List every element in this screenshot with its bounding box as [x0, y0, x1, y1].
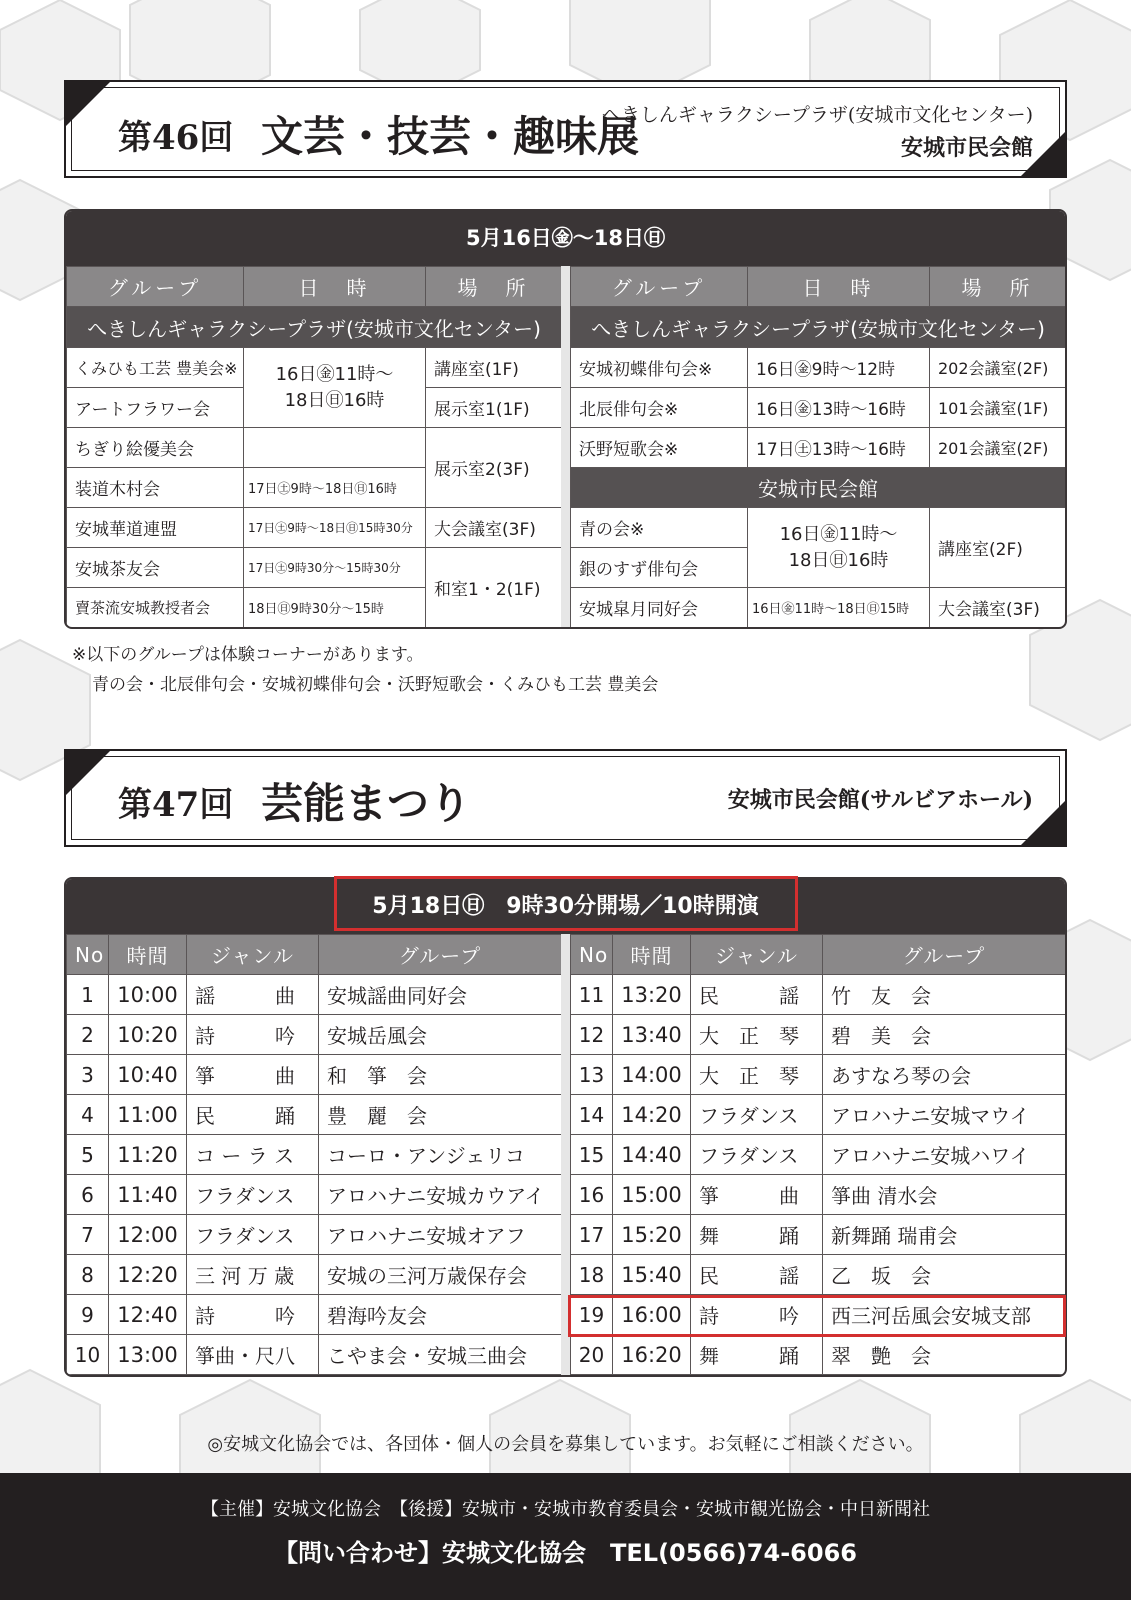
program-group: コーロ・アンジェリコ	[319, 1135, 562, 1175]
program-genre: 詩 吟	[691, 1295, 823, 1335]
program-no: 10	[67, 1335, 109, 1375]
program-no: 2	[67, 1015, 109, 1055]
header-genre: ジャンル	[691, 935, 823, 975]
place: 201会議室(2F)	[930, 428, 1066, 468]
program-row	[571, 1015, 1066, 1055]
datetime-line: 18日㊐16時	[788, 549, 889, 571]
datetime-line: 18日㊐16時	[284, 389, 385, 411]
program-group: アロハナニ安城マウイ	[823, 1095, 1066, 1135]
event46-left-table	[66, 266, 561, 628]
program-group: 豊 麗 会	[319, 1095, 562, 1135]
program-time: 16:20	[613, 1335, 691, 1375]
program-time: 11:00	[109, 1095, 187, 1135]
datetime	[748, 508, 930, 588]
program-no: 7	[67, 1215, 109, 1255]
header-genre: ジャンル	[187, 935, 319, 975]
program-row	[67, 1175, 562, 1215]
program-no: 1	[67, 975, 109, 1015]
group-name: ちぎり絵優美会	[67, 428, 244, 468]
program-row	[67, 1055, 562, 1095]
program-no: 9	[67, 1295, 109, 1335]
datetime-line: 16日㊎11時〜	[275, 363, 394, 385]
place: 講座室(1F)	[426, 348, 562, 388]
program-time: 10:40	[109, 1055, 187, 1095]
header-place: 場 所	[930, 267, 1066, 307]
program-no: 14	[571, 1095, 613, 1135]
program-genre: フラダンス	[691, 1135, 823, 1175]
place: 講座室(2F)	[930, 508, 1066, 588]
program-group: 乙 坂 会	[823, 1255, 1066, 1295]
datetime: 17日㊏9時30分〜15時30分	[244, 548, 426, 588]
group-name: 装道木村会	[67, 468, 244, 508]
program-time: 15:40	[613, 1255, 691, 1295]
header-no: No	[67, 935, 109, 975]
datetime: 17日㊏9時〜18日㊐15時30分	[244, 508, 426, 548]
program-no: 11	[571, 975, 613, 1015]
event46-title: 文芸・技芸・趣味展	[261, 112, 640, 161]
program-group: 箏曲 清水会	[823, 1175, 1066, 1215]
datetime	[244, 348, 426, 428]
recruit-note: ◎安城文化協会では、各団体・個人の会員を募集しています。お気軽にご相談ください。	[207, 1434, 924, 1455]
program-time: 14:00	[613, 1055, 691, 1095]
program-group: 安城岳風会	[319, 1015, 562, 1055]
program-row	[571, 1135, 1066, 1175]
program-group: 安城謡曲同好会	[319, 975, 562, 1015]
event46-schedule	[64, 209, 1067, 629]
group-name: 銀のすず俳句会	[571, 548, 748, 588]
group-name: 安城初蝶俳句会※	[571, 348, 748, 388]
program-genre: 謡 曲	[187, 975, 319, 1015]
program-left-table	[66, 934, 561, 1375]
group-name: アートフラワー会	[67, 388, 244, 428]
program-row	[571, 1215, 1066, 1255]
place: 和室1・2(1F)	[426, 548, 562, 628]
datetime: 17日㊏13時〜16時	[748, 428, 930, 468]
program-group: あすなろ琴の会	[823, 1055, 1066, 1095]
program-genre: 箏 曲	[187, 1055, 319, 1095]
program-no: 4	[67, 1095, 109, 1135]
program-no: 17	[571, 1215, 613, 1255]
program-row	[67, 1295, 562, 1335]
program-time: 16:00	[613, 1295, 691, 1335]
footer	[0, 1473, 1131, 1600]
event47-number: 第47回	[118, 785, 234, 825]
program-genre: 民 謡	[691, 975, 823, 1015]
program-genre: 箏曲・尺八	[187, 1335, 319, 1375]
header-datetime: 日 時	[244, 267, 426, 307]
datetime: 18日㊐9時30分〜15時	[244, 588, 426, 628]
program-no: 20	[571, 1335, 613, 1375]
program-no: 18	[571, 1255, 613, 1295]
program-no: 16	[571, 1175, 613, 1215]
header-datetime: 日 時	[748, 267, 930, 307]
program-time: 15:20	[613, 1215, 691, 1255]
program-row	[571, 1255, 1066, 1295]
corner-ornament	[66, 82, 110, 126]
program-time: 10:20	[109, 1015, 187, 1055]
program-row	[571, 1175, 1066, 1215]
experience-note-title: ※以下のグループは体験コーナーがあります。	[72, 645, 424, 665]
program-time: 10:00	[109, 975, 187, 1015]
program-time: 13:00	[109, 1335, 187, 1375]
event47-date: 5月18日㊐ 9時30分開場／10時開演	[66, 879, 1065, 934]
program-time: 14:40	[613, 1135, 691, 1175]
group-name: 安城華道連盟	[67, 508, 244, 548]
program-time: 13:20	[613, 975, 691, 1015]
program-genre: 詩 吟	[187, 1295, 319, 1335]
program-genre: 三 河 万 歳	[187, 1255, 319, 1295]
header-group: グループ	[67, 267, 244, 307]
venue-section: へきしんギャラクシープラザ(安城市文化センター)	[67, 307, 562, 348]
header-group: グループ	[571, 267, 748, 307]
datetime-empty	[244, 428, 426, 468]
program-group: アロハナニ安城カウアイ	[319, 1175, 562, 1215]
table-divider	[561, 266, 570, 629]
highlight-row-box	[568, 1295, 1066, 1337]
group-name: 安城皐月同好会	[571, 588, 748, 628]
event47-venue: 安城市民会館(サルビアホール)	[727, 787, 1033, 813]
program-time: 12:00	[109, 1215, 187, 1255]
program-no: 13	[571, 1055, 613, 1095]
event47-title: 芸能まつり	[261, 779, 472, 828]
place: 202会議室(2F)	[930, 348, 1066, 388]
program-group: 碧海吟友会	[319, 1295, 562, 1335]
group-name: 安城茶友会	[67, 548, 244, 588]
event47-banner	[64, 749, 1067, 847]
footer-sponsors: 【主催】安城文化協会 【後援】安城市・安城市教育委員会・安城市観光協会・中日新聞社	[201, 1499, 930, 1520]
program-no: 15	[571, 1135, 613, 1175]
program-no: 19	[571, 1295, 613, 1335]
datetime: 16日㊎9時〜12時	[748, 348, 930, 388]
program-group: 碧 美 会	[823, 1015, 1066, 1055]
program-no: 3	[67, 1055, 109, 1095]
place: 101会議室(1F)	[930, 388, 1066, 428]
program-genre: 舞 踊	[691, 1215, 823, 1255]
header-time: 時間	[613, 935, 691, 975]
program-row	[571, 975, 1066, 1015]
program-row	[571, 1055, 1066, 1095]
program-row	[67, 975, 562, 1015]
program-group: 安城の三河万歳保存会	[319, 1255, 562, 1295]
program-time: 15:00	[613, 1175, 691, 1215]
group-name: 北辰俳句会※	[571, 388, 748, 428]
footer-contact: 【問い合わせ】安城文化協会 TEL(0566)74-6066	[274, 1539, 857, 1567]
venue-section: へきしんギャラクシープラザ(安城市文化センター)	[571, 307, 1066, 348]
program-time: 13:40	[613, 1015, 691, 1055]
program-row	[67, 1095, 562, 1135]
event46-banner	[64, 80, 1067, 178]
program-genre: 舞 踊	[691, 1335, 823, 1375]
group-name: 沃野短歌会※	[571, 428, 748, 468]
header-group: グループ	[319, 935, 562, 975]
program-no: 5	[67, 1135, 109, 1175]
program-row	[67, 1255, 562, 1295]
event46-date: 5月16日㊎〜18日㊐	[66, 211, 1065, 266]
program-time: 11:20	[109, 1135, 187, 1175]
program-genre: 民 踊	[187, 1095, 319, 1135]
program-time: 14:20	[613, 1095, 691, 1135]
group-name: 賣茶流安城教授者会	[67, 588, 244, 628]
program-genre: 大 正 琴	[691, 1055, 823, 1095]
header-group: グループ	[823, 935, 1066, 975]
experience-note-groups: 青の会・北辰俳句会・安城初蝶俳句会・沃野短歌会・くみひも工芸 豊美会	[92, 675, 659, 695]
event46-venue-line1: へきしんギャラクシープラザ(安城市文化センター)	[601, 104, 1033, 126]
program-row	[571, 1095, 1066, 1135]
place: 大会議室(3F)	[930, 588, 1066, 628]
group-name: 青の会※	[571, 508, 748, 548]
program-genre: フラダンス	[691, 1095, 823, 1135]
experience-note	[72, 640, 658, 700]
program-genre: フラダンス	[187, 1175, 319, 1215]
header-no: No	[571, 935, 613, 975]
program-genre: フラダンス	[187, 1215, 319, 1255]
program-group: 和 箏 会	[319, 1055, 562, 1095]
program-genre: コ ー ラ ス	[187, 1135, 319, 1175]
program-group: 竹 友 会	[823, 975, 1066, 1015]
program-group: アロハナニ安城オアフ	[319, 1215, 562, 1255]
program-time: 12:20	[109, 1255, 187, 1295]
program-genre: 大 正 琴	[691, 1015, 823, 1055]
program-genre: 箏 曲	[691, 1175, 823, 1215]
place: 展示室1(1F)	[426, 388, 562, 428]
venue-section: 安城市民会館	[571, 468, 1066, 508]
program-group: 西三河岳風会安城支部	[823, 1295, 1066, 1335]
program-group: 新舞踊 瑞甫会	[823, 1215, 1066, 1255]
program-group: アロハナニ安城ハワイ	[823, 1135, 1066, 1175]
event46-venue-line2: 安城市民会館	[900, 135, 1033, 161]
program-time: 11:40	[109, 1175, 187, 1215]
program-genre: 詩 吟	[187, 1015, 319, 1055]
program-no: 12	[571, 1015, 613, 1055]
program-time: 12:40	[109, 1295, 187, 1335]
datetime: 16日㊎11時〜18日㊐15時	[748, 588, 930, 628]
program-row	[67, 1215, 562, 1255]
program-group: こやま会・安城三曲会	[319, 1335, 562, 1375]
place: 展示室2(3F)	[426, 428, 562, 508]
program-group: 翠 艶 会	[823, 1335, 1066, 1375]
program-row	[67, 1015, 562, 1055]
datetime: 16日㊎13時〜16時	[748, 388, 930, 428]
highlight-date-box	[334, 876, 798, 931]
datetime: 17日㊏9時〜18日㊐16時	[244, 468, 426, 508]
event46-number: 第46回	[118, 118, 234, 158]
program-row	[67, 1335, 562, 1375]
program-genre: 民 謡	[691, 1255, 823, 1295]
program-row	[67, 1135, 562, 1175]
datetime-line: 16日㊎11時〜	[779, 523, 898, 545]
event46-right-table	[570, 266, 1065, 628]
program-row	[571, 1335, 1066, 1375]
group-name: くみひも工芸 豊美会※	[67, 348, 244, 388]
corner-ornament	[66, 751, 110, 795]
place: 大会議室(3F)	[426, 508, 562, 548]
header-time: 時間	[109, 935, 187, 975]
program-no: 6	[67, 1175, 109, 1215]
event46-venue	[602, 100, 1033, 162]
header-place: 場 所	[426, 267, 562, 307]
program-no: 8	[67, 1255, 109, 1295]
